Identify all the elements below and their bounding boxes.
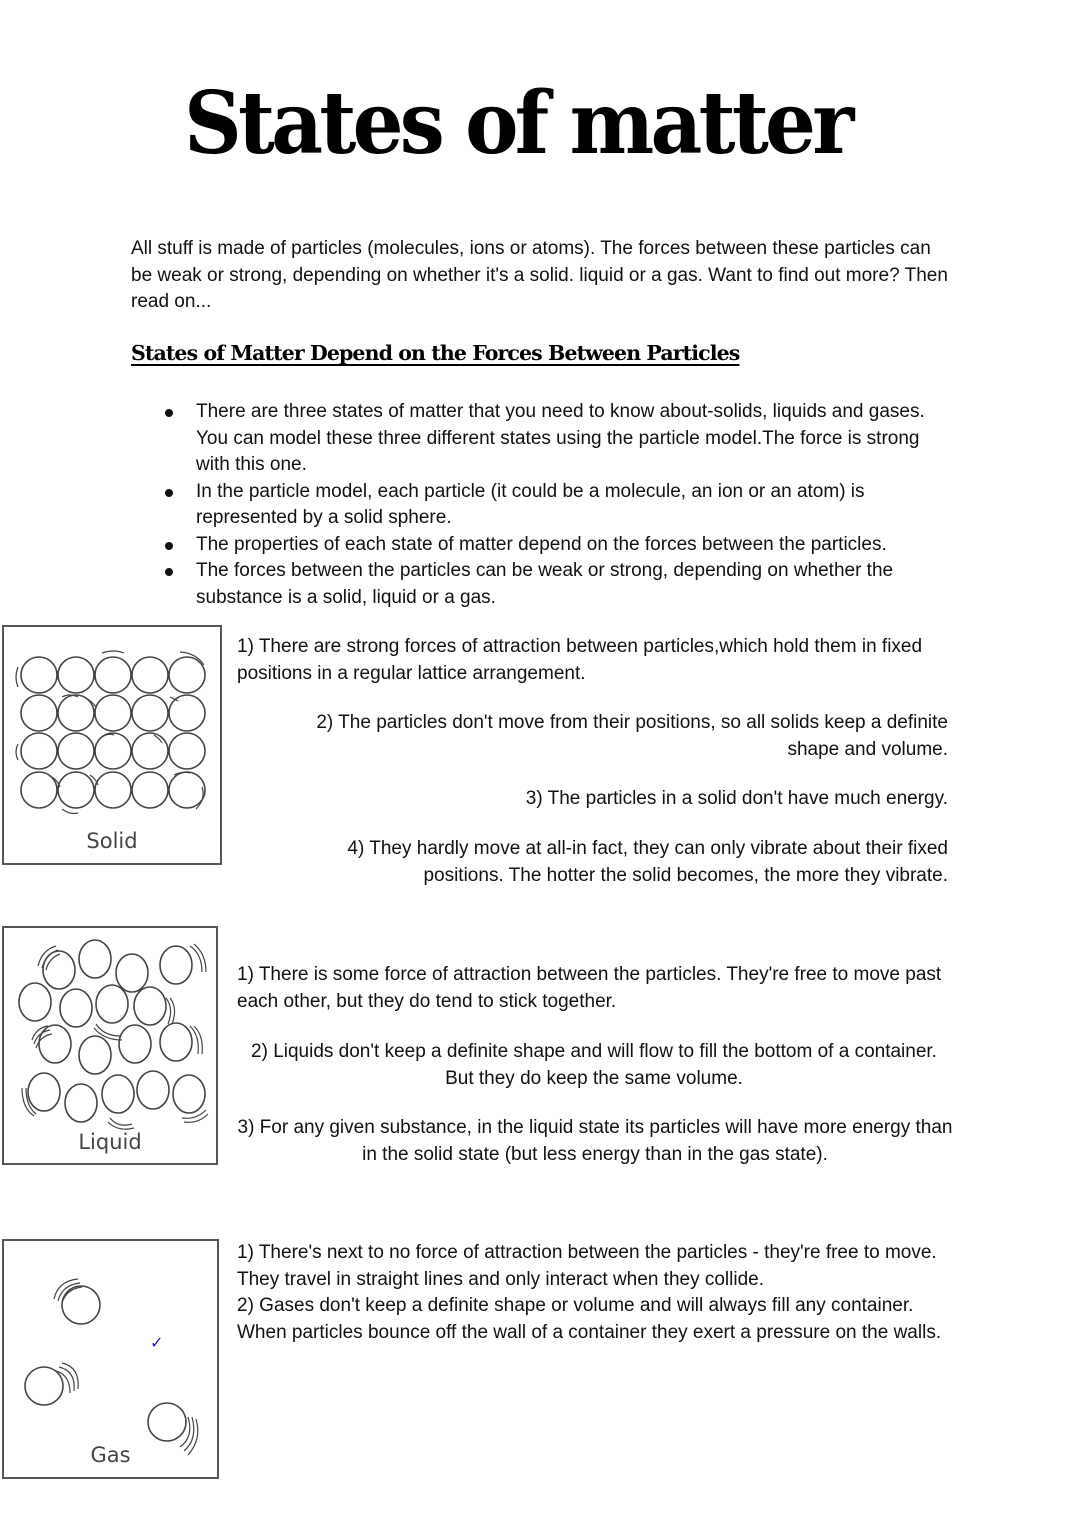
gas-diagram (2, 1239, 219, 1479)
bullet-icon (165, 409, 173, 417)
gas-point-1: 1) There's next to no force of attraction between the particles - they're free to move. They travel in straight lines and only interact when they collide. (237, 1242, 937, 1290)
motion-marks (54, 1279, 198, 1455)
solid-point-2: 2) The particles don't move from their positions, so all solids keep a definite shape and volume. (316, 712, 948, 760)
solid-label: Solid (86, 829, 138, 853)
solid-point-1: 1) There are strong forces of attraction between particles,which hold them in fixed positions in a regular lattice arrangement. (237, 636, 923, 684)
list-item (160, 399, 950, 479)
intro-paragraph: All stuff is made of particles (molecules, ions or atoms). The forces between these particles can be weak or strong, depending on whether it's a solid. liquid or a gas. Want to find out more? Then read on... (131, 238, 948, 312)
solid-point-3: 3) The particles in a solid don't have much energy. (525, 788, 948, 809)
liquid-point-2: 2) Liquids don't keep a definite shape and will flow to fill the bottom of a container. But they do keep the same volume. (251, 1041, 937, 1089)
gas-point-2: 2) Gases don't keep a definite shape or volume and will always fill any container. When particles bounce off the wall of a container they exert a pressure on the walls. (237, 1295, 942, 1343)
list-item (160, 532, 950, 559)
bullet-icon (165, 568, 173, 576)
key-points-list (160, 399, 950, 611)
liquid-diagram (2, 926, 218, 1165)
list-item-text: In the particle model, each particle (it could be a molecule, an ion or an atom) is represented by a solid sphere. (196, 480, 865, 528)
vibration-marks (16, 651, 204, 814)
list-item (160, 558, 950, 611)
particle-grid (21, 657, 205, 808)
page-title: States of matter (183, 73, 851, 174)
list-item-text: There are three states of matter that you need to know about-solids, liquids and gases. You can model these three different states using the particle model.The force is strong with this one. (196, 401, 925, 475)
list-item-text: The properties of each state of matter depend on the forces between the particles. (196, 533, 887, 555)
solid-point-4: 4) They hardly move at all-in fact, they can only vibrate about their fixed positions. The hotter the solid becomes, the more they vibrate. (347, 838, 948, 886)
bullet-icon (165, 489, 173, 497)
checkmark-icon: ✓ (150, 1333, 164, 1352)
list-item (160, 479, 950, 532)
liquid-point-1: 1) There is some force of attraction between the particles. They're free to move past each other, but they do tend to stick together. (237, 964, 942, 1012)
solid-diagram (2, 625, 222, 865)
bullet-icon (165, 542, 173, 550)
liquid-point-3: 3) For any given substance, in the liquid state its particles will have more energy than in the solid state (but less energy than in the gas state). (237, 1117, 953, 1165)
list-item-text: The forces between the particles can be weak or strong, depending on whether the substance is a solid, liquid or a gas. (196, 560, 894, 608)
gas-particles (25, 1286, 186, 1441)
liquid-label: Liquid (78, 1130, 142, 1154)
motion-marks (22, 944, 208, 1129)
section-heading: States of Matter Depend on the Forces Between Particles (131, 341, 740, 365)
gas-label: Gas (90, 1443, 131, 1467)
